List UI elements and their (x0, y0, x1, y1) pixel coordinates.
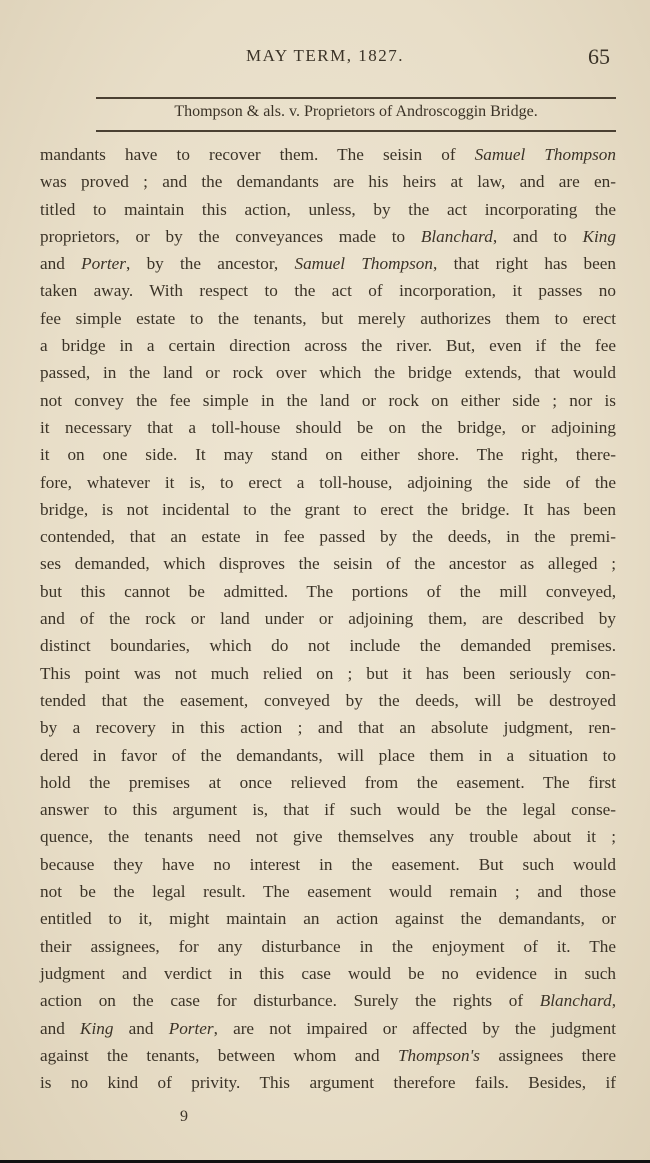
text-run: because they have no interest in the easement. But such would (40, 854, 616, 874)
text-line (40, 960, 616, 987)
italic-name: Porter (81, 254, 126, 274)
text-line (40, 578, 616, 605)
text-run: fee simple estate to the tenants, but merely authorizes them to erect (40, 308, 616, 328)
text-line (40, 714, 616, 741)
text-run: hold the premises at once relieved from the easement. The first (40, 772, 616, 792)
text-run: taken away. With respect to the act of incorporation, it passes no (40, 281, 616, 301)
text-run: it on one side. It may stand on either shore. The right, there- (40, 445, 616, 465)
text-run: assignees there (479, 1045, 617, 1065)
text-run: proprietors, or by the conveyances made to (40, 226, 421, 246)
text-run: it necessary that a toll-house should be on the bridge, or adjoining (40, 417, 616, 437)
text-run: but this cannot be admitted. The portions of the mill conveyed, (40, 581, 616, 601)
text-line (40, 796, 616, 823)
text-line (40, 823, 616, 850)
text-run: a bridge in a certain direction across the river. But, even if the fee (40, 336, 616, 356)
text-run: was proved ; and the demandants are his heirs at law, and are en- (40, 172, 616, 192)
text-line (40, 223, 616, 250)
text-line (40, 1042, 616, 1069)
italic-name: Samuel Thompson (294, 254, 433, 274)
text-run: quence, the tenants need not give themselves any trouble about it ; (40, 827, 616, 847)
text-run: dered in favor of the demandants, will place them in a situation to (40, 745, 616, 765)
text-line (40, 141, 616, 168)
text-run: , are not impaired or affected by the judgment (213, 1018, 616, 1038)
italic-name: Blanchard (420, 226, 493, 246)
text-line (40, 687, 616, 714)
text-run: not convey the fee simple in the land or rock on either side ; nor is (40, 390, 616, 410)
text-run: not be the legal result. The easement would remain ; and those (40, 882, 616, 902)
top-rule (96, 97, 616, 99)
text-line (40, 878, 616, 905)
text-line (40, 933, 616, 960)
body-text (40, 141, 616, 1096)
text-run: and (113, 1018, 169, 1038)
text-line (40, 742, 616, 769)
text-line (40, 305, 616, 332)
text-run: their assignees, for any disturbance in the enjoyment of it. The (40, 936, 616, 956)
italic-name: King (582, 226, 616, 246)
italic-name: Samuel Thompson (474, 145, 616, 164)
text-run: answer to this argument is, that if such would be the legal conse- (40, 800, 616, 820)
text-run: fore, whatever it is, to erect a toll-house, adjoining the side of the (40, 472, 616, 492)
case-title: Thompson & als. v. Proprietors of Androscoggin Bridge. (174, 103, 538, 120)
bottom-rule (96, 130, 616, 132)
text-run: This point was not much relied on ; but it has been seriously con- (40, 663, 616, 683)
text-run: and (40, 1018, 81, 1038)
text-line (40, 277, 616, 304)
text-run: , and to (492, 226, 583, 246)
text-run: contended, that an estate in fee passed by the deeds, in the premi- (40, 527, 616, 547)
page-number: 65 (588, 44, 610, 69)
text-run: passed, in the land or rock over which the bridge extends, that would (40, 363, 616, 383)
text-line (40, 523, 616, 550)
text-line (40, 414, 616, 441)
text-run: titled to maintain this action, unless, by the act incorporating the (40, 199, 616, 219)
text-run: distinct boundaries, which do not include the demanded premises. (40, 636, 616, 656)
text-line (40, 905, 616, 932)
text-run: , (611, 991, 616, 1011)
text-line (40, 632, 616, 659)
text-line (40, 441, 616, 468)
text-line (40, 250, 616, 277)
text-line (40, 1069, 616, 1096)
text-run: bridge, is not incidental to the grant to erect the bridge. It has been (40, 499, 616, 519)
text-run: and (40, 254, 82, 274)
text-run: is no kind of privity. This argument therefore fails. Besides, if (40, 1073, 616, 1093)
text-run: , by the ancestor, (125, 254, 295, 274)
text-run: , that right has been (432, 254, 616, 274)
italic-name: King (80, 1018, 114, 1038)
text-run: mandants have to recover them. The seisin of (40, 145, 475, 164)
text-line (40, 987, 616, 1014)
text-line (40, 769, 616, 796)
text-line (40, 387, 616, 414)
signature-mark: 9 (180, 1108, 188, 1125)
text-line (40, 660, 616, 687)
italic-name: Porter (168, 1018, 214, 1038)
text-run: and of the rock or land under or adjoining them, are described by (40, 609, 616, 629)
text-run: against the tenants, between whom and (40, 1045, 398, 1065)
text-line (40, 359, 616, 386)
text-line (40, 1015, 616, 1042)
running-head: MAY TERM, 1827. (246, 46, 404, 65)
text-line (40, 550, 616, 577)
text-run: tended that the easement, conveyed by the deeds, will be destroyed (40, 690, 616, 710)
text-line (40, 469, 616, 496)
text-line (40, 196, 616, 223)
italic-name: Blanchard (539, 991, 612, 1011)
text-run: by a recovery in this action ; and that an absolute judgment, ren- (40, 718, 616, 738)
italic-name: Thompson's (397, 1045, 480, 1065)
text-run: judgment and verdict in this case would be no evidence in such (40, 963, 616, 983)
text-line (40, 496, 616, 523)
text-run: ses demanded, which disproves the seisin of the ancestor as alleged ; (40, 554, 616, 574)
text-line (40, 332, 616, 359)
text-run: entitled to it, might maintain an action against the demandants, or (40, 909, 616, 929)
text-line (40, 605, 616, 632)
text-line (40, 851, 616, 878)
text-run: action on the case for disturbance. Surely the rights of (40, 991, 540, 1011)
text-line (40, 168, 616, 195)
